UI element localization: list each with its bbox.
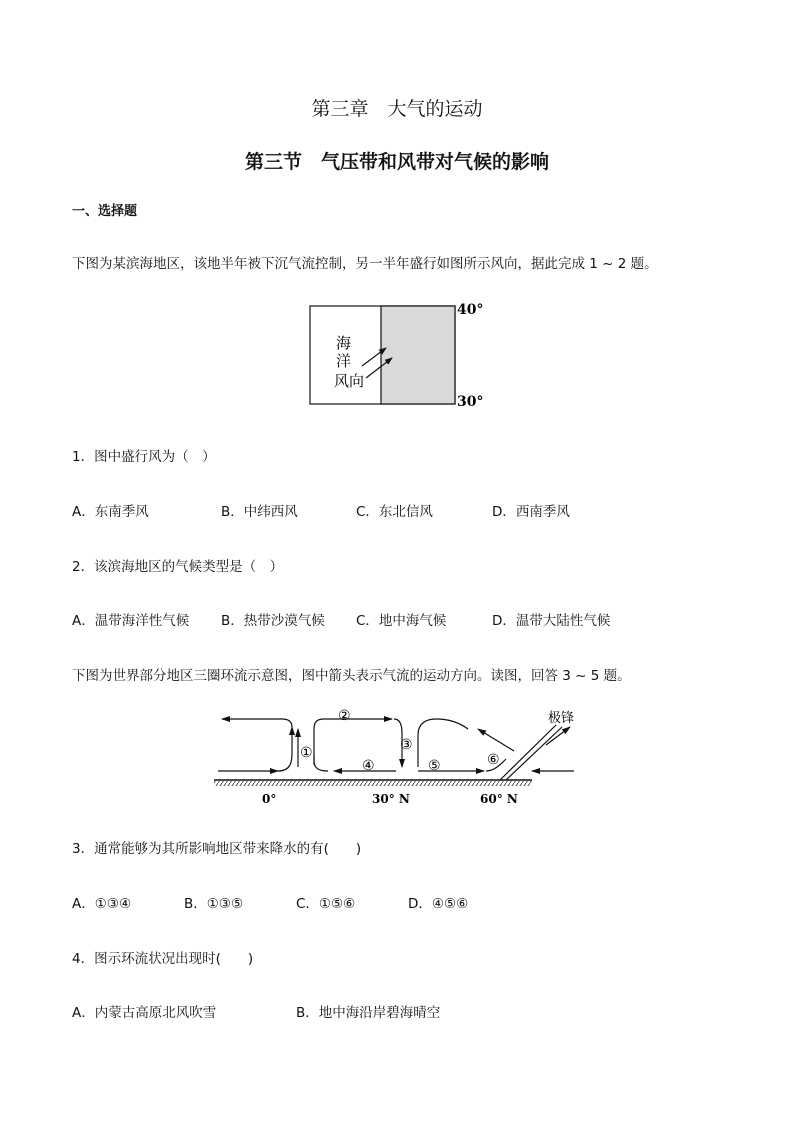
marker-3: ③ xyxy=(400,737,413,753)
chapter-title: 第三章 大气的运动 xyxy=(311,98,483,120)
q1-option-b[interactable]: B．中纬西风 xyxy=(221,504,298,520)
latitude-40-label: 40° xyxy=(457,302,484,318)
q1-option-c[interactable]: C．东北信风 xyxy=(356,504,433,520)
intro-paragraph-2: 下图为世界部分地区三圈环流示意图，图中箭头表示气流的运动方向。读图，回答 3 ~ 5 题。 xyxy=(72,668,631,684)
q3-option-c[interactable]: C．①⑤⑥ xyxy=(296,896,356,912)
question-2-stem: 2．该滨海地区的气候类型是（ ） xyxy=(72,559,284,575)
q3-option-a[interactable]: A．①③④ xyxy=(72,896,132,912)
ocean-label-2: 洋 xyxy=(336,352,352,370)
marker-6: ⑥ xyxy=(487,752,500,768)
question-4-options xyxy=(72,1001,722,1021)
q2-option-c[interactable]: C．地中海气候 xyxy=(356,613,447,629)
polar-front-line-2 xyxy=(506,727,562,780)
question-4-stem: 4．图示环流状况出现时( ) xyxy=(72,951,254,967)
part-heading: 一、选择题 xyxy=(72,204,138,219)
q2-option-a[interactable]: A．温带海洋性气候 xyxy=(72,613,190,629)
marker-5: ⑤ xyxy=(428,758,441,774)
q3-option-b[interactable]: B．①③⑤ xyxy=(184,896,244,912)
marker-2: ② xyxy=(338,708,351,724)
ocean-label-1: 海 xyxy=(336,334,352,352)
wind-direction-label: 风向 xyxy=(334,372,365,390)
polar-front-line-1 xyxy=(500,725,556,780)
marker-1: ① xyxy=(300,745,313,761)
intro-paragraph-1: 下图为某滨海地区，该地半年被下沉气流控制，另一半年盛行如图所示风向，据此完成 1 ~ 2 题。 xyxy=(72,256,658,272)
axis-label-0: 0° xyxy=(262,792,277,806)
upper-flow-2 xyxy=(314,719,392,765)
land-area xyxy=(381,306,455,404)
axis-label-60n: 60° N xyxy=(480,792,518,806)
polar-front-label: 极锋 xyxy=(548,711,575,726)
rising-air-6 xyxy=(478,729,514,751)
q2-option-d[interactable]: D．温带大陆性气候 xyxy=(492,613,611,629)
question-1-stem: 1．图中盛行风为（ ） xyxy=(72,449,216,465)
latitude-30-label: 30° xyxy=(457,394,484,410)
q1-option-a[interactable]: A．东南季风 xyxy=(72,504,149,520)
marker-4: ④ xyxy=(362,758,375,774)
coastal-wind-figure xyxy=(300,296,500,416)
question-3-options xyxy=(72,892,722,912)
circulation-figure xyxy=(210,705,590,811)
question-3-stem: 3．通常能够为其所影响地区带来降水的有( ) xyxy=(72,841,362,857)
section-title: 第三节 气压带和风带对气候的影响 xyxy=(244,151,549,173)
q1-option-d[interactable]: D．西南季风 xyxy=(492,504,570,520)
question-1-options xyxy=(72,500,722,520)
axis-label-30n: 30° N xyxy=(372,792,410,806)
q4-option-a[interactable]: A．内蒙古高原北风吹雪 xyxy=(72,1005,217,1021)
q4-option-b[interactable]: B．地中海沿岸碧海晴空 xyxy=(296,1005,441,1021)
q3-option-d[interactable]: D．④⑤⑥ xyxy=(408,896,469,912)
ground-hatching xyxy=(214,781,532,786)
question-2-options xyxy=(72,609,722,629)
q2-option-b[interactable]: B．热带沙漠气候 xyxy=(221,613,325,629)
